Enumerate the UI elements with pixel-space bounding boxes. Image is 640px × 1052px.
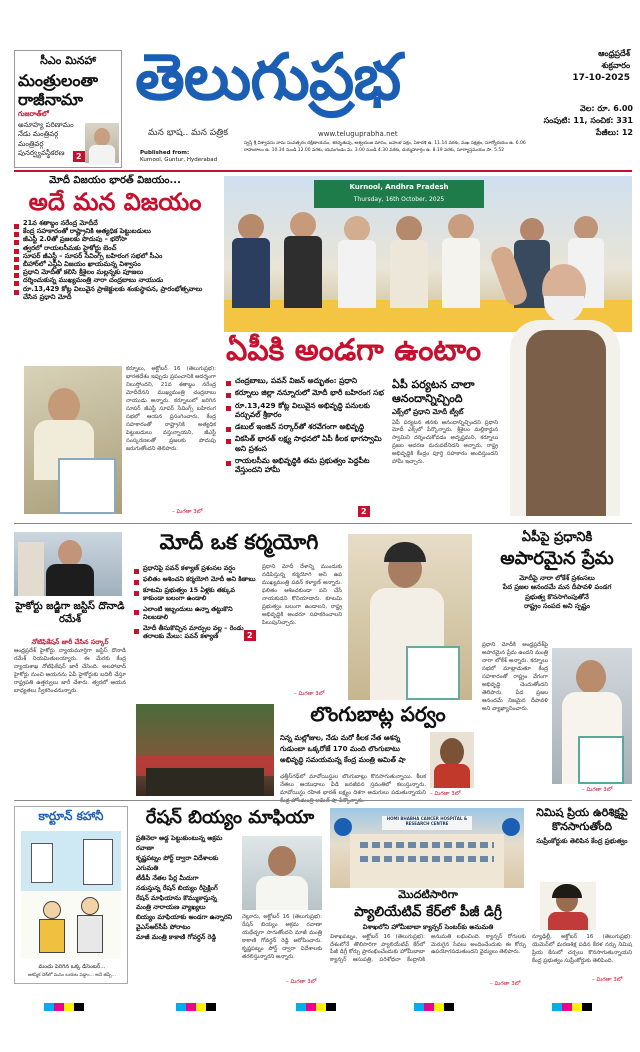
main-page-ref: 2: [358, 506, 370, 517]
lead-bullet: త్వరలో రాయలసీమకు హైకోర్టు బెంచ్: [14, 244, 216, 252]
ration-body: నెల్లూరు, అక్టోబర్ 16 (తెలుగుప్రభ): రేషన్ బియ్యం అక్రమ రవాణా యథేచ్ఛగా సాగుతోందని మాజీ మంత్రి కాకాణి గోవర్ధన్ రెడ్డి ఆరోపించారు. కృష్ణపట్నం పోర్ట్ ద్వారా విదేశాలకు తరలిస్తున్నారని అన్నారు.: [242, 914, 322, 960]
longubatla-line: నిన్న మల్లోజుల, నేడు మరో కీలక నేత ఆశన్న: [280, 734, 401, 742]
ear-left-photo: [85, 123, 119, 163]
main-bullet: వికసిత్ భారత్ లక్ష్య సాధనలో ఏపీ కీలక భాగస్వామి అని ప్రశంస: [226, 434, 386, 453]
judge-body: ఆంధ్రప్రదేశ్ హైకోర్టు న్యాయమూర్తిగా జస్టిస్ దొనాడి రమేశ్ నియమితులయ్యారు. ఈ మేరకు కేంద్ర న్యాయశాఖ నోటిఫికేషన్ జారీ చేసింది. అలహాబాద్ హైకోర్టు నుంచి ఆయనను ఏపీ హైకోర్టుకు బదిలీ చేస్తూ రాష్ట్రపతి ఉత్తర్వులు జారీ చేశారు. త్వరలో ఆయన బాధ్యతలు స్వీకరించనున్నారు.: [14, 648, 126, 694]
prema-byline: – మిగతా 3లో: [582, 787, 613, 793]
lead-bullet: సూపర్ జీఎస్టీ – సూపర్ సేవింగ్స్ బహిరంగ సభలో సీఎం: [14, 252, 216, 260]
masthead-tagline: మన భాష.. మన పత్రిక: [148, 128, 228, 138]
main-sidebar: [392, 378, 498, 518]
almanac-line-2: రాహుకాలం ఉ. 10.34 నుండి 12.00 వరకు, యమగండం మ. 3.00 నుండి 4.30 వరకు, దుర్ముహూర్తం ఉ. 8.19 వరకు, సూర్యాస్తమయం సా. 5.52: [244, 148, 505, 154]
lead-story: [14, 174, 216, 519]
prema-headline: అపారమైన ప్రేమ: [500, 548, 614, 569]
masthead-website[interactable]: www.teluguprabha.net: [318, 130, 398, 138]
hospital-sign: HOMI BHABHA CANCER HOSPITAL & RESEARCH CENTRE: [382, 816, 472, 830]
ashanna-photo: [430, 732, 474, 788]
ration-line: నడుస్తున్న రేషన్ బియ్యం రీసైక్లింగ్: [136, 883, 218, 892]
main-bullet: రూ.13,429 కోట్ల విలువైన అభివృద్ధి పనులకు వర్చువల్ శ్రీకారం: [226, 401, 386, 420]
ration-line: మాజీ మంత్రి కాకాణి గోవర్ధన్ రెడ్డి: [136, 933, 217, 942]
almanac-strip: [244, 140, 636, 154]
karmayogi-byline: – మిగతా 3లో: [294, 691, 325, 697]
maoist-photo: [136, 704, 274, 796]
almanac-line-1: స్వస్తి శ్రీ విశ్వావసు నామ సంవత్సరం దక్షిణాయనం, శరదృతువు, ఆశ్వయుజ మాసం, బహుళ పక్షం, ఏకాదశి ఉ. 11.14 వరకు, మఖ నక్షత్రం, సూర్యోదయం ఉ. 6.06: [244, 141, 526, 146]
modi-cutout-photo: [496, 246, 632, 516]
lead-bullet: రూ.13,429 కోట్ల విలువైన ప్రాజెక్టులకు శంకుస్థాపన, ప్రారంభోత్సవాలు చేసిన ప్రధాని మోదీ: [14, 285, 216, 301]
palliative-headline: ప్యాలియేటివ్ కేర్‌లో పీజీ డిగ్రీ: [354, 904, 502, 920]
lead-kicker: మోదీ విజయం భారత్ విజయం...: [49, 175, 181, 186]
nimisha-body: న్యూఢిల్లీ, అక్టోబర్ 16 (తెలుగుప్రభ): యెమెన్‌లో మరణశిక్ష పడిన కేరళ నర్సు నిమిష ప్రియ కేసులో చర్చలు కొనసాగుతున్నాయని కేంద్ర ప్రభుత్వం సుప్రీంకోర్టుకు తెలిపింది.: [532, 934, 632, 964]
banner-line-2: Thursday, 16th October, 2025: [353, 196, 445, 203]
lead-bullets: [14, 219, 216, 301]
ear-left-body: అనూహ్య పరిణామం నేడు మంత్రివర్గ మంత్రివర్గ పునర్వ్యవస్థీకరణ: [18, 121, 74, 157]
masthead-title: తెలుగుప్రభ: [135, 41, 401, 115]
lead-bullet: బీహార్‌లో ఎన్డీఏ విజయం ఖాయమన్న విశ్వాసం: [14, 260, 216, 268]
ear-left: [14, 50, 122, 168]
ear-left-kicker: సీఎం మినహా: [40, 54, 96, 67]
lokesh-photo: [552, 648, 632, 784]
section-rule-2: [14, 800, 632, 801]
registration-marks-center-left: [176, 996, 216, 1015]
kakani-photo: [242, 836, 322, 910]
main-photo-banner: [314, 180, 484, 208]
lead-photo: [24, 366, 122, 514]
palliative-byline: – మిగతా 3లో: [490, 981, 521, 987]
ration-line: ప్రతినెలా అడ్డ పెట్టుకుంటున్న అక్రమ రవాణా: [136, 834, 223, 852]
main-bullet: రాయలసీమ అభివృద్ధికి తమ ప్రభుత్వం పెద్దపీట వేస్తుందని హామీ: [226, 456, 386, 475]
ration-line: మంత్రి నారాయణ వ్యాఖ్యలు: [136, 903, 206, 912]
nimisha-subhead: సుప్రీంకోర్టుకు తెలిపిన కేంద్ర ప్రభుత్వం: [536, 836, 628, 845]
karmayogi-bullet: ఎలాంటి ఇబ్బందులు ఉన్నా తట్టుకొని నిలబడాలి: [134, 605, 256, 621]
judge-headline: హైకోర్టు జడ్జిగా జస్టిస్ దొనాడి రమేశ్: [15, 601, 125, 625]
prema-kicker: ఏపీపై ప్రధానికి: [521, 530, 593, 545]
karmayogi-bullet: మోదీ తీసుకొచ్చిన మార్పుల వల్ల – రెండు తరాలకు మేలు: పవన్ కళ్యాణ్: [134, 624, 256, 640]
prema-subhead-line: పేద ప్రజల ఆనందమే మన దీపావళి పండగ: [502, 583, 612, 592]
longubatla-body: ఛత్తీస్‌గఢ్‌లో మావోయిస్టుల లొంగుబాట్లు కొనసాగుతున్నాయి. కీలక నేతలు ఆయుధాలు వీడి జనజీవన స్రవంతిలో కలుస్తున్నారు. మావోయిస్టు రహిత భారత్ లక్ష్యం దిశగా అడుగులు పడుతున్నాయని: [280, 774, 426, 796]
masthead-rule: [14, 170, 632, 172]
karmayogi-bullet: కూటమి ప్రభుత్వం 15 ఏళ్లకు తక్కువ కాకుండా బలంగా ఉండాలి: [134, 586, 256, 602]
karmayogi-story: [134, 530, 474, 702]
longubatla-story: [280, 702, 476, 798]
prema-body: ప్రధాని మోదీకి ఆంధ్రప్రదేశ్‌పై అపారమైన ప్రేమ ఉందని మంత్రి నారా లోకేశ్ అన్నారు. కర్నూలు సభలో మాట్లాడుతూ కేంద్ర సహకారంతో రాష్ట్రం వేగంగా అభివృద్ధి చెందుతోందని తెలిపారు. పేద ప్రజల ఆనందమే నిజమైన దీపావళి అని వ్యాఖ్యానించారు.: [482, 642, 548, 712]
karmayogi-body: ప్రధాని మోదీ దేశాన్ని ముందుకు నడిపిస్తున్న కర్మయోగి అని ఉప ముఖ్యమంత్రి పవన్ కళ్యాణ్ అన్నారు. ఫలితం ఆశించకుండా పని చేసే నాయకుడని కొనియాడారు. కూటమి ప్రభుత్వం బలంగా ఉండాలని, రాష్ట్ర అభివృద్ధికి అందరూ సహకరించాలని పిలుపునిచ్చారు.: [262, 564, 342, 626]
cartoon-caption-2: ఆకస్మిక చెక్‌లో మనం బయట పడ్డాం... అనే తప్పే...: [27, 973, 117, 978]
hospital-photo: [330, 808, 524, 888]
ration-story: [136, 806, 324, 988]
karmayogi-bullets: [134, 564, 256, 640]
palliative-story: [330, 888, 526, 988]
ear-left-page-ref: 2: [73, 151, 85, 162]
karmayogi-page-ref: 2: [244, 630, 256, 641]
lead-bullet: దర్శించుకున్న ముఖ్యమంత్రి నారా చంద్రబాబు నాయుడు: [14, 276, 216, 284]
cartoon-box: [14, 806, 128, 984]
masthead-pages: పేజీలు: 12: [595, 128, 633, 137]
lead-headline: అదే మన విజయం: [28, 188, 202, 216]
masthead-volume: సంపుటి: 11, సంచిక: 331: [543, 116, 633, 125]
main-bullet: కర్నూలు జిల్లా నన్నూరులో మోదీ భారీ బహిరంగ సభ: [226, 388, 386, 397]
main-bullet: డబుల్ ఇంజిన్ సర్కార్‌తో శరవేగంగా అభివృద్ధి: [226, 422, 386, 431]
masthead-price: వెల: రూ. 6.00: [580, 104, 633, 113]
longubatla-line: అభివృద్ధి సమయమన్న కేంద్ర మంత్రి అమిత్ షా: [280, 756, 406, 765]
lead-bullet: ప్రధాని మోదీతో కలిసి శ్రీశైలం మల్లన్నకు పూజలు: [14, 268, 216, 276]
longubatla-lines: [280, 733, 426, 767]
karmayogi-bullet: ప్రధానిపై పవన్ కళ్యాణ్ ప్రశంసల వర్షం: [134, 564, 256, 572]
main-sidebar-headline: ఏపీ పర్యటన చాలా ఆనందాన్నిచ్చింది: [392, 378, 475, 405]
lead-byline: – మిగతా 3లో: [172, 509, 203, 515]
ration-headline: రేషన్ బియ్యం మాఫియా: [145, 807, 315, 828]
main-sidebar-subhead: ఎక్స్‌లో ప్రధాని మోదీ ట్వీట్: [392, 407, 464, 416]
nimisha-photo: [540, 882, 596, 930]
longubatla-line: గుడుంబా ఒక్కరోజే 170 మంది లొంగుబాటు: [280, 745, 400, 754]
main-bullets: [226, 376, 386, 474]
ration-line: రేషన్ మాఫియాను కొమ్ముకాస్తున్న: [136, 893, 217, 902]
masthead-day: శుక్రవారం: [601, 61, 630, 70]
palliative-subhead: విశాఖలోని హోమీబాబా క్యాన్సర్ సెంటర్‌కు అనుమతి: [362, 922, 494, 931]
ration-line: బియ్యం మాఫియాకు అండగా ఉన్నారని: [136, 913, 233, 922]
karmayogi-bullet: ఫలితం ఆశించని కర్మయోగి మోదీ అని కితాబు: [134, 575, 256, 583]
registration-marks-left: [44, 996, 84, 1015]
lead-bullet: జీఎస్టీ 2.0తో ప్రజలకు పొదుపు – భరోసా: [14, 235, 216, 243]
prema-subhead-line: మోదీపై నారా లోకేశ్ ప్రశంసలు: [519, 573, 595, 582]
nimisha-headline: నిమిష ప్రియ ఉరిశిక్షపై కొనసాగుతోంది: [536, 806, 628, 834]
judge-photo: [14, 532, 122, 596]
ration-line: టీడీపీ నేతల పేర్ల మీదుగా: [136, 873, 199, 882]
registration-marks-center: [296, 996, 336, 1015]
nimisha-byline: – మిగతా 3లో: [592, 977, 623, 983]
published-cities: Kurnool, Guntur, Hyderabad: [140, 157, 218, 164]
ration-lines: [136, 834, 240, 943]
main-headline: ఏపీకి అండగా ఉంటాం: [226, 333, 482, 368]
banner-line-1: Kurnool, Andhra Pradesh: [349, 183, 449, 191]
ear-left-subhead: గుజరాత్‌లో: [18, 110, 49, 119]
published-label: Published from:: [140, 150, 190, 156]
prema-subhead-line: ప్రభుత్వ కొనసాగింపుతోనే: [525, 592, 589, 601]
section-rule-1: [14, 523, 632, 524]
ration-line: కృష్ణపట్నం పోర్ట్ ద్వారా విదేశాలకు ఎగుమతి: [136, 853, 219, 872]
masthead-date: 17-10-2025: [572, 73, 630, 83]
registration-marks-center-right: [414, 996, 454, 1015]
lead-bullet: కేంద్ర సహకారంతో రాష్ట్రానికి అత్యధిక పెట్టుబడులు: [14, 227, 216, 235]
lead-body: కర్నూలు, అక్టోబర్ 16 (తెలుగుప్రభ): భారతదేశం ఇప్పుడు ప్రపంచానికి ఆదర్శంగా నిలుస్తోందని, 21వ శతాబ్దం నరేంద్ర మోదీదేనని ముఖ్యమంత్రి చంద్రబాబు నాయుడు అన్నారు. కర్నూలులో జరిగిన సూపర్ జీఎస్టీ సూపర్ సేవింగ్స్ బహిరంగ సభలో ఆయన ప్రసంగించారు. కేంద్ర సహకారంతో రాష్ట్రానికి అత్యధిక పెట్టుబడులు వస్తున్నాయని, జీఎస్టీ సంస్కరణలతో ప్రజలకు పొదుపు జరుగుతోందని తెలిపారు.: [126, 366, 216, 452]
prema-subhead-line: రాష్ట్రం సంపద అని స్పష్టం: [524, 602, 590, 611]
nimisha-box: [532, 806, 632, 988]
longubatla-headline: లొంగుబాట్ల పర్వం: [310, 702, 446, 726]
masthead-state: ఆంధ్రప్రదేశ్: [598, 49, 630, 58]
prema-box: [482, 530, 632, 798]
karmayogi-headline: మోదీ ఒక కర్మయోగి: [159, 530, 319, 554]
pawan-photo: [348, 534, 472, 700]
main-sidebar-body: ఏపీ పర్యటన తనకు ఆనందాన్నిచ్చిందని ప్రధాని మోదీ ఎక్స్‌లో పేర్కొన్నారు. శ్రీశైలం మల్లికార్జున స్వామిని దర్శించుకోవడం అదృష్టమని, కర్నూలు ప్రజల ఆదరణ మరువలేనిదని అన్నారు. రాష్ట్ర అభివృద్ధికి కేంద్రం పూర్తి సహకారం అందిస్తుందని హామీ ఇచ్చారు.: [392, 419, 498, 466]
ration-line: వైఎస్‌ఆర్‌సీపీ పోరాటం: [136, 923, 191, 932]
cartoon-title: కార్టూన్ కహానీ: [38, 809, 104, 823]
longubatla-byline: – మిగతా 3లో: [430, 791, 461, 797]
cartoon-caption-1: మంచు పెరిగిన ఒక్క డిసెంబర్...: [38, 964, 106, 970]
main-bullet: చంద్రబాబు, పవన్ విజన్ అద్భుతం: ప్రధాని: [226, 376, 386, 385]
judge-subhead: నోటిఫికేషన్ జారీ చేసిన సర్కార్: [31, 638, 109, 646]
published-from: [140, 150, 240, 164]
palliative-body: విశాఖపట్నం, అక్టోబర్ 16 (తెలుగుప్రభ): దేశంలోనే తొలిసారిగా ప్యాలియేటివ్ కేర్‌లో పీజీ డిగ్రీ కోర్సు ప్రారంభించేందుకు హోమీబాబా క్యాన్సర్ ఆసుపత్రి, పరిశోధనా కేంద్రానికి అనుమతి లభించింది. క్యాన్సర్ రోగులకు మెరుగైన సేవలు అందించేందుకు ఈ కోర్సు ఉపయోగపడుతుందని వైద్యులు తెలిపారు.: [330, 933, 526, 964]
ear-left-headline: మంత్రులంతా రాజీనామా: [18, 71, 98, 110]
cartoon-drawing: [21, 831, 121, 959]
lead-bullet: 21వ శతాబ్దం నరేంద్ర మోదీదే: [14, 219, 216, 227]
judge-box: [14, 530, 126, 798]
palliative-kicker: మొదటిసారిగా: [398, 888, 458, 901]
prema-subheads: [482, 574, 632, 612]
ration-byline: – మిగతా 3లో: [286, 979, 317, 985]
registration-marks-right: [552, 996, 592, 1015]
